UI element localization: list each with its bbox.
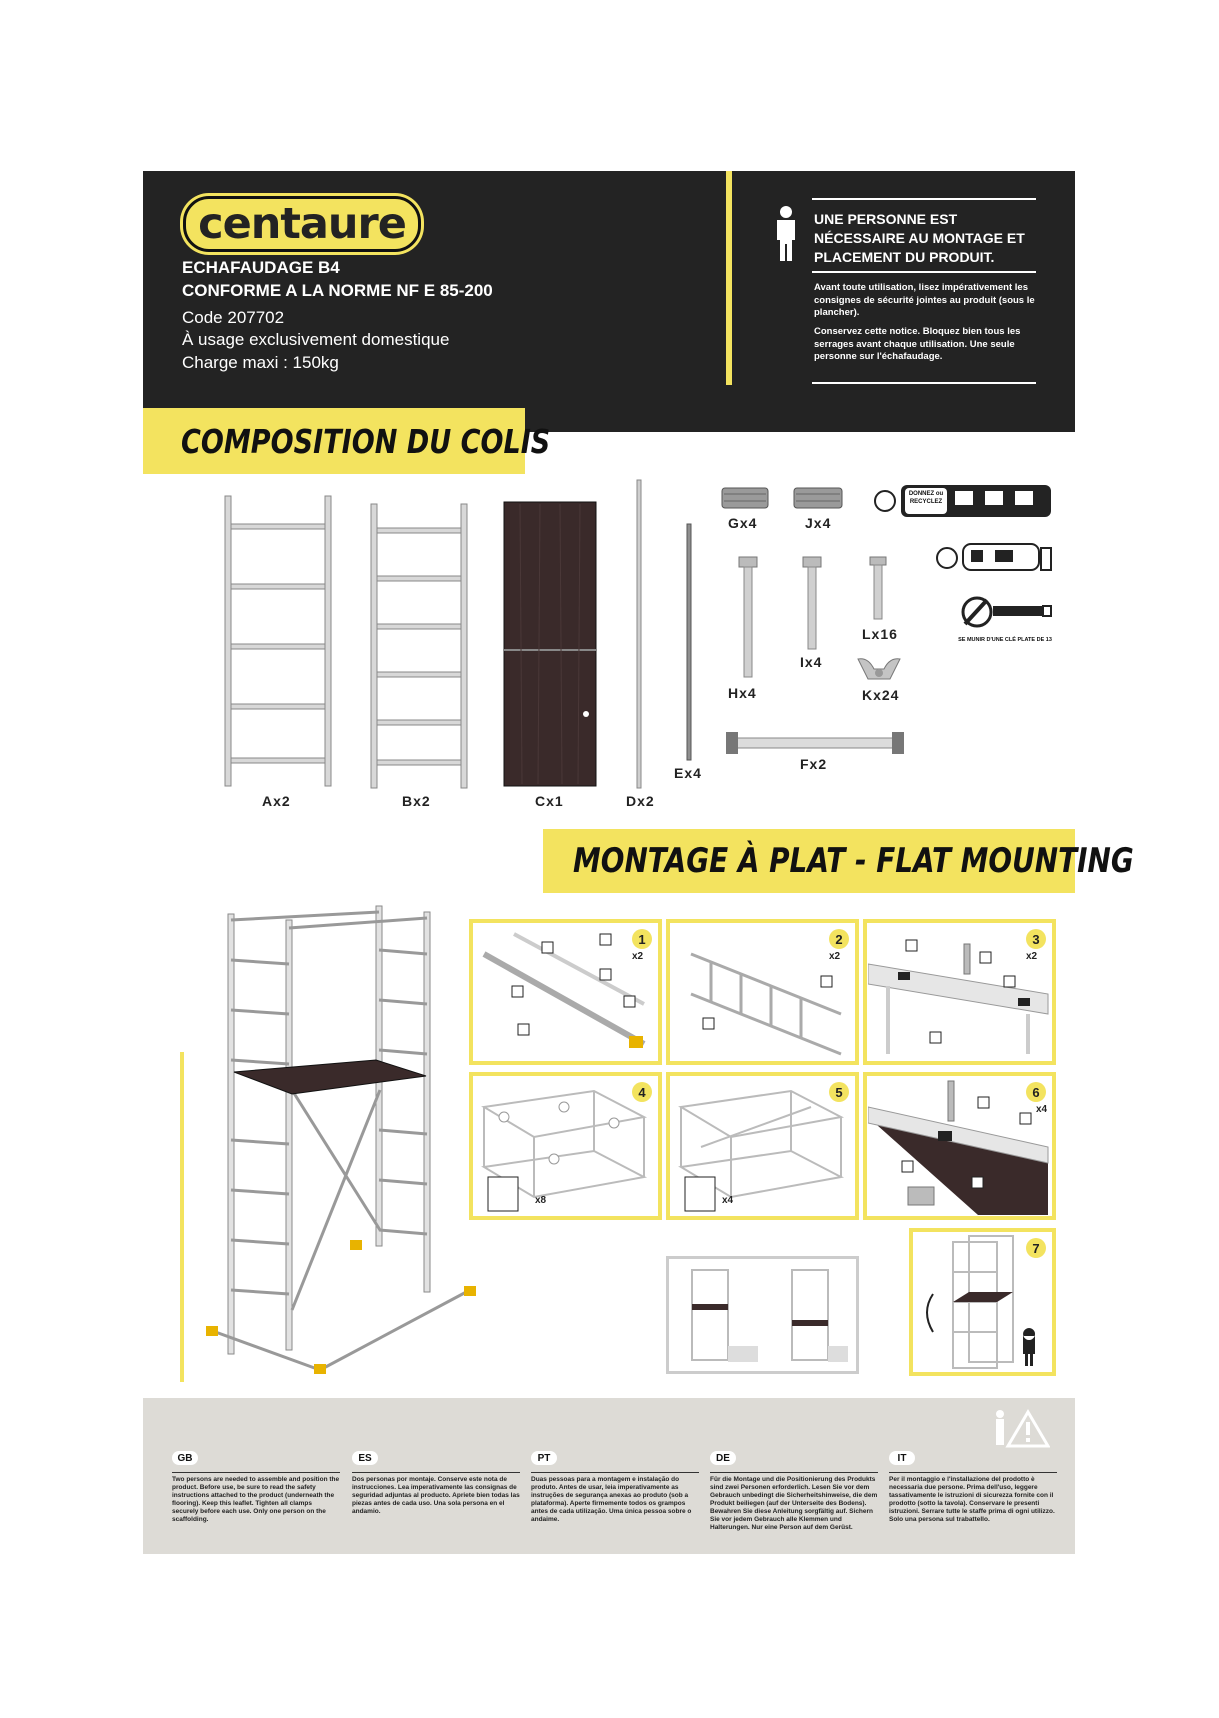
part-a-label: Ax2 bbox=[262, 793, 291, 809]
composition-title: COMPOSITION DU COLIS bbox=[181, 421, 551, 461]
part-h-label: Hx4 bbox=[728, 685, 757, 701]
part-f-label: Fx2 bbox=[800, 756, 828, 772]
step-6-multiplier: x4 bbox=[1036, 1104, 1048, 1115]
part-e-label: Ex4 bbox=[674, 765, 702, 781]
step-2-drawing bbox=[671, 924, 854, 1060]
product-load: Charge maxi : 150kg bbox=[182, 353, 339, 372]
lang-rule-de bbox=[710, 1472, 878, 1473]
header-divider bbox=[726, 171, 732, 385]
product-usage: À usage exclusivement domestique bbox=[182, 330, 450, 349]
mounting-title: MONTAGE À PLAT - FLAT MOUNTING bbox=[573, 841, 1134, 881]
step-6-badge: 6 bbox=[1026, 1082, 1046, 1102]
product-name: ECHAFAUDAGE B4 bbox=[182, 258, 340, 277]
part-e-brace bbox=[682, 522, 696, 762]
part-c-label: Cx1 bbox=[535, 793, 564, 809]
step-1-badge: 1 bbox=[632, 929, 652, 949]
wrench-tool-icon bbox=[955, 594, 1055, 636]
product-code: Code 207702 bbox=[182, 308, 285, 327]
sorting-info-icon bbox=[935, 538, 1055, 576]
notice-rule-bottom bbox=[812, 382, 1036, 384]
recycle-badge-text: DONNEZ ou RECYCLEZ bbox=[908, 491, 944, 505]
part-k-wingnut bbox=[856, 655, 902, 683]
single-person-icon bbox=[773, 205, 799, 263]
step-5-badge: 5 bbox=[829, 1082, 849, 1102]
product-norm: CONFORME A LA NORME NF E 85-200 bbox=[182, 281, 493, 300]
step-4-multiplier: x8 bbox=[535, 1195, 547, 1206]
part-l-label: Lx16 bbox=[862, 626, 898, 642]
part-b-ladder-frame bbox=[365, 500, 475, 790]
part-f-crossbar bbox=[726, 728, 904, 758]
part-j-clamp bbox=[792, 486, 844, 510]
notice-rule-top bbox=[812, 198, 1036, 200]
step-3-multiplier: x2 bbox=[1026, 951, 1038, 962]
lang-rule-it bbox=[889, 1472, 1057, 1473]
part-i-bolt bbox=[800, 555, 824, 651]
notice-paragraph-2: Conservez cette notice. Bloquez bien tous les serrages avant chaque utilisation. Une seule personne sur l'échafaudage. bbox=[814, 326, 1021, 362]
lang-text-es: Dos personas por montaje. Conserve este nota de instrucciones. Lea imperativamente las consignas de seguridad adjuntas al producto. Apriete bien todas las piezas antes de cada uso. Una sola persona en el andamio. bbox=[352, 1476, 520, 1515]
part-d-label: Dx2 bbox=[626, 793, 655, 809]
lang-text-it: Per il montaggio e l'installazione del prodotto è necessaria due persone. Prima dell'uso, leggere tassativamente le istruzioni di sicurezza fornite con il prodotto (sotto la tavola). Conservare le presenti istruzioni. Serrare tutte le staffe prima di ogni utilizzo. Solo una persona sul trabattello. bbox=[889, 1476, 1055, 1523]
lang-tag-es: ES bbox=[352, 1451, 378, 1465]
notice-main: UNE PERSONNE EST NÉCESSAIRE AU MONTAGE ET PLACEMENT DU PRODUIT. bbox=[814, 211, 1025, 265]
step-4-badge: 4 bbox=[632, 1082, 652, 1102]
step-5-multiplier: x4 bbox=[722, 1195, 734, 1206]
part-a-ladder-frame bbox=[218, 492, 338, 788]
part-h-bolt bbox=[736, 555, 760, 679]
step-3-drawing bbox=[868, 924, 1051, 1060]
step-3-badge: 3 bbox=[1026, 929, 1046, 949]
brand-logo bbox=[183, 196, 421, 252]
lang-tag-pt: PT bbox=[531, 1451, 557, 1465]
lang-tag-de: DE bbox=[710, 1451, 736, 1465]
part-i-label: Ix4 bbox=[800, 654, 823, 670]
lang-rule-pt bbox=[531, 1472, 699, 1473]
notice-rule-mid bbox=[812, 271, 1036, 273]
assembled-scaffold-illustration bbox=[200, 900, 480, 1374]
part-d-rail bbox=[632, 478, 646, 790]
part-l-bolt bbox=[868, 555, 888, 621]
platform-height-drawing bbox=[672, 1262, 853, 1368]
part-g-label: Gx4 bbox=[728, 515, 758, 531]
warning-icon bbox=[990, 1408, 1050, 1450]
notice-paragraph-1: Avant toute utilisation, lisez impérativement les consignes de sécurité jointes au produit (sous le plancher). bbox=[814, 282, 1035, 318]
step-6-drawing bbox=[868, 1077, 1051, 1215]
part-c-platform bbox=[500, 498, 600, 790]
lang-rule-es bbox=[352, 1472, 520, 1473]
step-2-multiplier: x2 bbox=[829, 951, 841, 962]
step-5-drawing bbox=[671, 1077, 854, 1215]
step-2-badge: 2 bbox=[829, 929, 849, 949]
lang-rule-gb bbox=[172, 1472, 340, 1473]
part-b-label: Bx2 bbox=[402, 793, 431, 809]
logo-text: centaure bbox=[198, 198, 406, 249]
part-j-label: Jx4 bbox=[805, 515, 832, 531]
mounting-banner bbox=[543, 829, 1134, 893]
lang-text-gb: Two persons are needed to assemble and position the product. Before use, be sure to read the safety instructions attached to the product (underneath the flooring). Keep this leaflet. Tighten all clamps securely before each use. Only one person on the scaffolding. bbox=[172, 1476, 340, 1523]
lang-tag-it: IT bbox=[889, 1451, 915, 1465]
recycle-info-icon bbox=[873, 483, 1053, 523]
lang-text-de: Für die Montage und die Positionierung des Produkts sind zwei Personen erforderlich. Lesen Sie vor dem Gebrauch unbedingt die Sicherheitshinweise, die dem Produkt beiliegen (auf der Unterseite des Bodens). Bewahren Sie diese Anleitung sorgfältig auf. Sichern Sie vor jedem Gebrauch alle Klemmen und Halterungen. Nur eine Person auf dem Gerüst. bbox=[710, 1476, 878, 1531]
lang-tag-gb: GB bbox=[172, 1451, 198, 1465]
accent-bar bbox=[180, 1052, 184, 1382]
step-1-multiplier: x2 bbox=[632, 951, 644, 962]
part-k-label: Kx24 bbox=[862, 687, 900, 703]
tool-note: SE MUNIR D'UNE CLÉ PLATE DE 13 bbox=[958, 637, 1052, 643]
step-4-drawing bbox=[474, 1077, 657, 1215]
part-g-clamp bbox=[720, 486, 770, 510]
step-7-badge: 7 bbox=[1026, 1238, 1046, 1258]
step-1-drawing bbox=[474, 924, 657, 1060]
composition-banner bbox=[143, 408, 551, 474]
lang-text-pt: Duas pessoas para a montagem e instalação do produto. Antes de usar, leia imperativamente as instruções de segurança anexas ao produto (sob a plataforma). Aperte firmemente todos os grampos antes de cada utilização. Uma única pessoa sobre o andaime. bbox=[531, 1476, 692, 1523]
